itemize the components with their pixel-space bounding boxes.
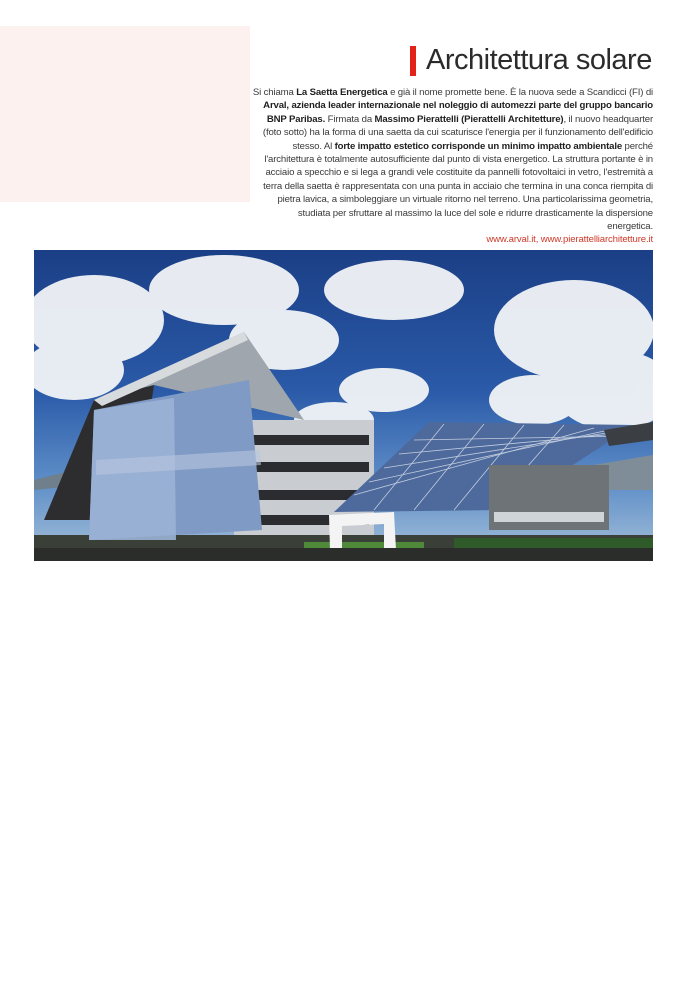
article-text: , il nuovo headquarter (foto sotto) ha la forma di una saetta da cui scaturisce l'energia per il funzionamento dell'edificio stesso. Al [262, 113, 653, 152]
title-accent-bar [410, 46, 416, 76]
article-body [250, 86, 653, 247]
article-text: Si chiama [252, 87, 297, 98]
article-bold: forte impatto estetico corrisponde un minimo impatto ambientale [334, 140, 623, 152]
article-bold: Massimo Pierattelli (Pierattelli Architetture) [374, 113, 564, 125]
article-text: e già il nome promette bene. È la nuova sede a Scandicci (FI) di [387, 87, 653, 98]
title-text: Architettura solare [426, 44, 652, 76]
website-links[interactable]: www.arval.it, www.pierattelliarchitetture.it [486, 234, 653, 246]
page-title [410, 44, 652, 77]
building-photo [34, 250, 653, 561]
article-text: perché l'architettura è totalmente autosufficiente dal punto di vista energetico. La struttura portante è in acciaio a specchio e si lega a grandi vele costituite da pannelli fotovoltaici in vetro, l'estremità a terra della saetta è rappresentata con una punta in acciaio che termina in una conca riempita di pietra lavica, a simboleggiare un virtuale ritorno nel terreno. Una particolarissima geometria, studiata per sfruttare al massimo la luce del sole e ridurre drasticamente la dispersione energetica. [263, 140, 653, 233]
article-bold: Arval, azienda leader internazionale nel noleggio di automezzi parte del gruppo bancario BNP Paribas. [263, 100, 653, 125]
article-bold: La Saetta Energetica [296, 87, 388, 98]
article-text: Firmata da [325, 113, 375, 125]
background-tint [0, 26, 250, 202]
